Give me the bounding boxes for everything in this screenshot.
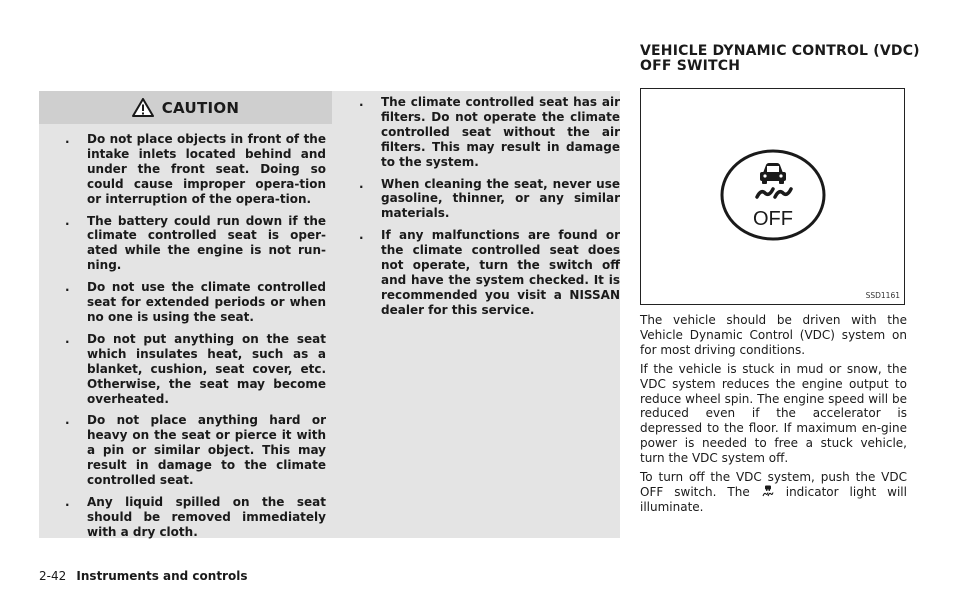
body-text — [640, 313, 907, 519]
caution-item: . Any liquid spilled on the seat should be removed immediately with a dry cloth. — [65, 494, 326, 539]
page-number: 2-42 — [39, 569, 67, 583]
caution-title: CAUTION — [161, 98, 240, 117]
vdc-indicator-icon — [762, 485, 774, 497]
footer-section-name: Instruments and controls — [76, 569, 248, 583]
caution-list-left — [63, 132, 326, 547]
caution-item: . Do not place objects in front of the intake inlets located behind and under the front seat. Doing so could cause improper opera-tion or interruption of the opera-tion. — [65, 132, 326, 206]
caution-header — [39, 91, 332, 124]
vdc-off-switch-icon — [719, 149, 827, 241]
caution-box — [39, 91, 620, 538]
caution-item: . Do not put anything on the seat which insulates heat, such as a blanket, cushion, seat cover, etc. Otherwise, the seat may become overheated. — [65, 331, 326, 406]
caution-item: . The climate controlled seat has air filters. Do not operate the climate controlled seat without the air filters. This may result in damage to the system. — [359, 95, 620, 169]
vdc-switch-figure — [640, 88, 905, 305]
caution-item: . If any malfunctions are found or the climate controlled seat does not operate, turn the switch off and have the system checked. It is recommended you visit a NISSAN dealer for this service. — [359, 228, 620, 317]
caution-item: . Do not use the climate controlled seat for extended periods or when no one is using the seat. — [65, 280, 326, 324]
warning-triangle-icon — [132, 98, 154, 117]
section-heading: VEHICLE DYNAMIC CONTROL (VDC) OFF SWITCH — [640, 43, 920, 74]
paragraph: If the vehicle is stuck in mud or snow, the VDC system reduces the engine output to reduce wheel spin. The engine speed will be reduced even if the accelerator is depressed to the floor. If maximum en-gine power is needed to free a stuck vehicle, turn the VDC system off. — [640, 361, 907, 466]
page-footer — [39, 569, 247, 583]
caution-item: . The battery could run down if the climate controlled seat is oper-ated while the engine is not run-ning. — [65, 213, 326, 273]
switch-off-label: OFF — [753, 208, 793, 230]
caution-item: . Do not place anything hard or heavy on the seat or pierce it with a pin or similar object. This may result in damage to the climate controlled seat. — [65, 413, 326, 488]
paragraph: To turn off the VDC system, push the VDC OFF switch. The indicator light will illuminate. — [640, 470, 907, 514]
caution-list-right — [357, 95, 620, 325]
paragraph: The vehicle should be driven with the Vehicle Dynamic Control (VDC) system on for most driving conditions. — [640, 313, 907, 357]
figure-code: SSD1161 — [865, 291, 900, 300]
caution-item: . When cleaning the seat, never use gasoline, thinner, or any similar materials. — [359, 176, 620, 221]
